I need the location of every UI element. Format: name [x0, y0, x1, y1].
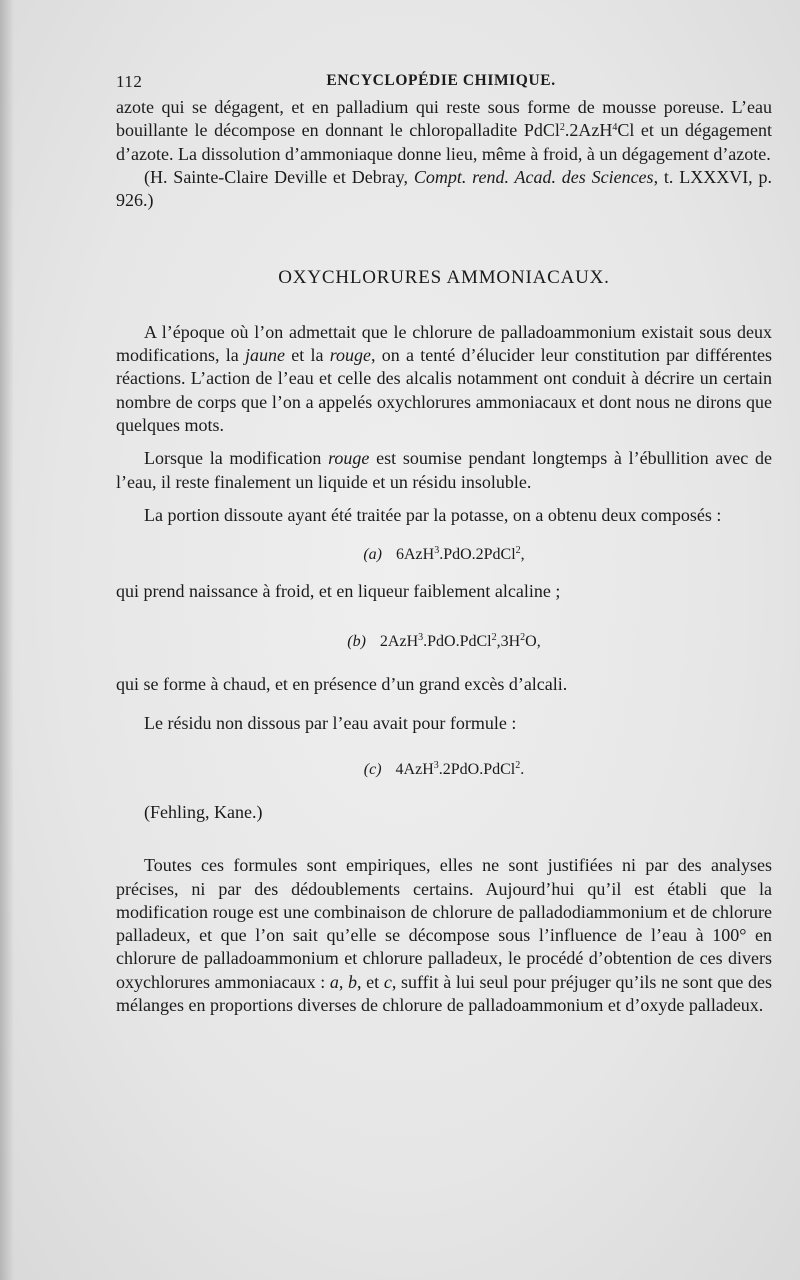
formula-label: (c): [363, 760, 382, 778]
section-title: OXYCHLORURES AMMONIACAUX.: [278, 267, 610, 289]
text-run: Toutes ces formules sont empiriques, elles ne sont justifiées ni par des analyses précises, ni par des dédoublements certains. Aujourd’hui qu’il est établi que la modification rouge est une combinaison de chlorure de palladodiammonium et de chlorure palladeux, et que l’on sait qu’elle se décompose sous l’influence de l’eau à 100° en chlorure de palladoammonium et chlorure palladeux, le procédé d’obtention de ces divers oxychlorures ammoniacaux :: [116, 855, 772, 992]
paragraph-8: Le résidu non dissous par l’eau avait pour formule :: [144, 713, 517, 734]
superscript: 4: [612, 122, 618, 134]
italic-word: rouge: [328, 448, 370, 469]
italic-letter: c: [383, 971, 392, 992]
superscript: 2: [491, 631, 497, 643]
paragraph-authors: (Fehling, Kane.): [144, 801, 263, 822]
running-title: ENCYCLOPÉDIE CHIMIQUE.: [326, 72, 556, 89]
paragraph-6: qui prend naissance à froid, et en liqueur faiblement alcaline ;: [116, 581, 561, 602]
text-run: (H. Sainte-Claire Deville et Debray,: [144, 166, 414, 187]
italic-letter: b: [348, 971, 358, 992]
text-run: , et: [357, 971, 384, 992]
paragraph-4: [116, 447, 772, 494]
superscript: 3: [418, 631, 424, 643]
page-number: 112: [116, 72, 143, 91]
formula-text: 4AzH: [395, 760, 434, 778]
text-run: , t. LXXXVI, p. 926.): [116, 166, 773, 211]
superscript: 2: [559, 122, 565, 134]
page-header: [116, 72, 766, 94]
text-run: Cl et un dégagement d’azote. La dissolution d’ammoniaque donne lieu, même à froid, à un dégagement d’azote.: [116, 120, 772, 164]
text-run: Lorsque la modification: [144, 448, 329, 469]
paragraph-3: [116, 321, 772, 437]
formula-text: .2PdO.PdCl: [438, 760, 516, 778]
text-run: est soumise pendant longtemps à l’ébullition avec de l’eau, il reste finalement un liquide et un résidu insoluble.: [116, 448, 772, 492]
citation-title: Compt. rend. Acad. des Sciences: [413, 166, 654, 187]
superscript: 2: [515, 545, 521, 557]
italic-letter: a: [329, 971, 339, 992]
text-run: , on a tenté d’élucider leur constitution par différentes réactions. L’action de l’eau et celle des alcalis notamment ont conduit à décrire un certain nombre de corps que l’on a appelés oxychlorures ammoniacaux et dont nous ne dirons que quelques mots.: [116, 345, 772, 435]
formula-label: (b): [347, 632, 366, 650]
superscript: 2: [520, 631, 526, 643]
text-run: ,: [338, 971, 349, 992]
formula-b: [116, 630, 772, 653]
body-text: [116, 96, 772, 1017]
paragraph-1: [116, 96, 772, 166]
formula-text: O,: [525, 632, 541, 650]
formula-text: .: [520, 760, 525, 778]
text-run: A l’époque où l’on admettait que le chlorure de palladoammonium existait sous deux modifications, la: [116, 321, 772, 366]
superscript: 2: [515, 759, 521, 771]
superscript: 3: [434, 545, 440, 557]
formula-text: .PdO.PdCl: [423, 632, 492, 650]
formula-text: .PdO.2PdCl: [439, 546, 516, 564]
page-edge-shadow: [0, 0, 14, 1280]
text-run: azote qui se dégagent, et en palladium qui reste sous forme de mousse poreuse. L’eau bouillante le décompose en donnant le chloropalladite PdCl: [116, 97, 772, 141]
formula-a: [116, 543, 772, 566]
paragraph-5: La portion dissoute ayant été traitée par la potasse, on a obtenu deux composés :: [144, 504, 722, 525]
formula-text: 6AzH: [395, 546, 435, 564]
formula-text: ,: [520, 546, 525, 564]
italic-word: rouge: [329, 345, 372, 366]
formula-text: ,3H: [496, 632, 521, 650]
text-run: .2AzH: [564, 120, 613, 141]
text-run: et la: [284, 345, 330, 366]
paragraph-7: qui se forme à chaud, et en présence d’un grand excès d’alcali.: [116, 674, 568, 695]
formula-c: [116, 758, 772, 781]
text-run: , suffit à lui seul pour préjuger qu’ils ne sont que des mélanges en proportions diverses de chlorure de palladoammonium et d’oxyde palladeux.: [116, 971, 772, 1016]
formula-text: 2AzH: [379, 632, 419, 650]
paragraph-10: [116, 854, 772, 1017]
italic-word: jaune: [244, 345, 285, 366]
superscript: 3: [433, 759, 439, 771]
formula-label: (a): [363, 546, 382, 564]
paragraph-citation: [116, 166, 772, 213]
